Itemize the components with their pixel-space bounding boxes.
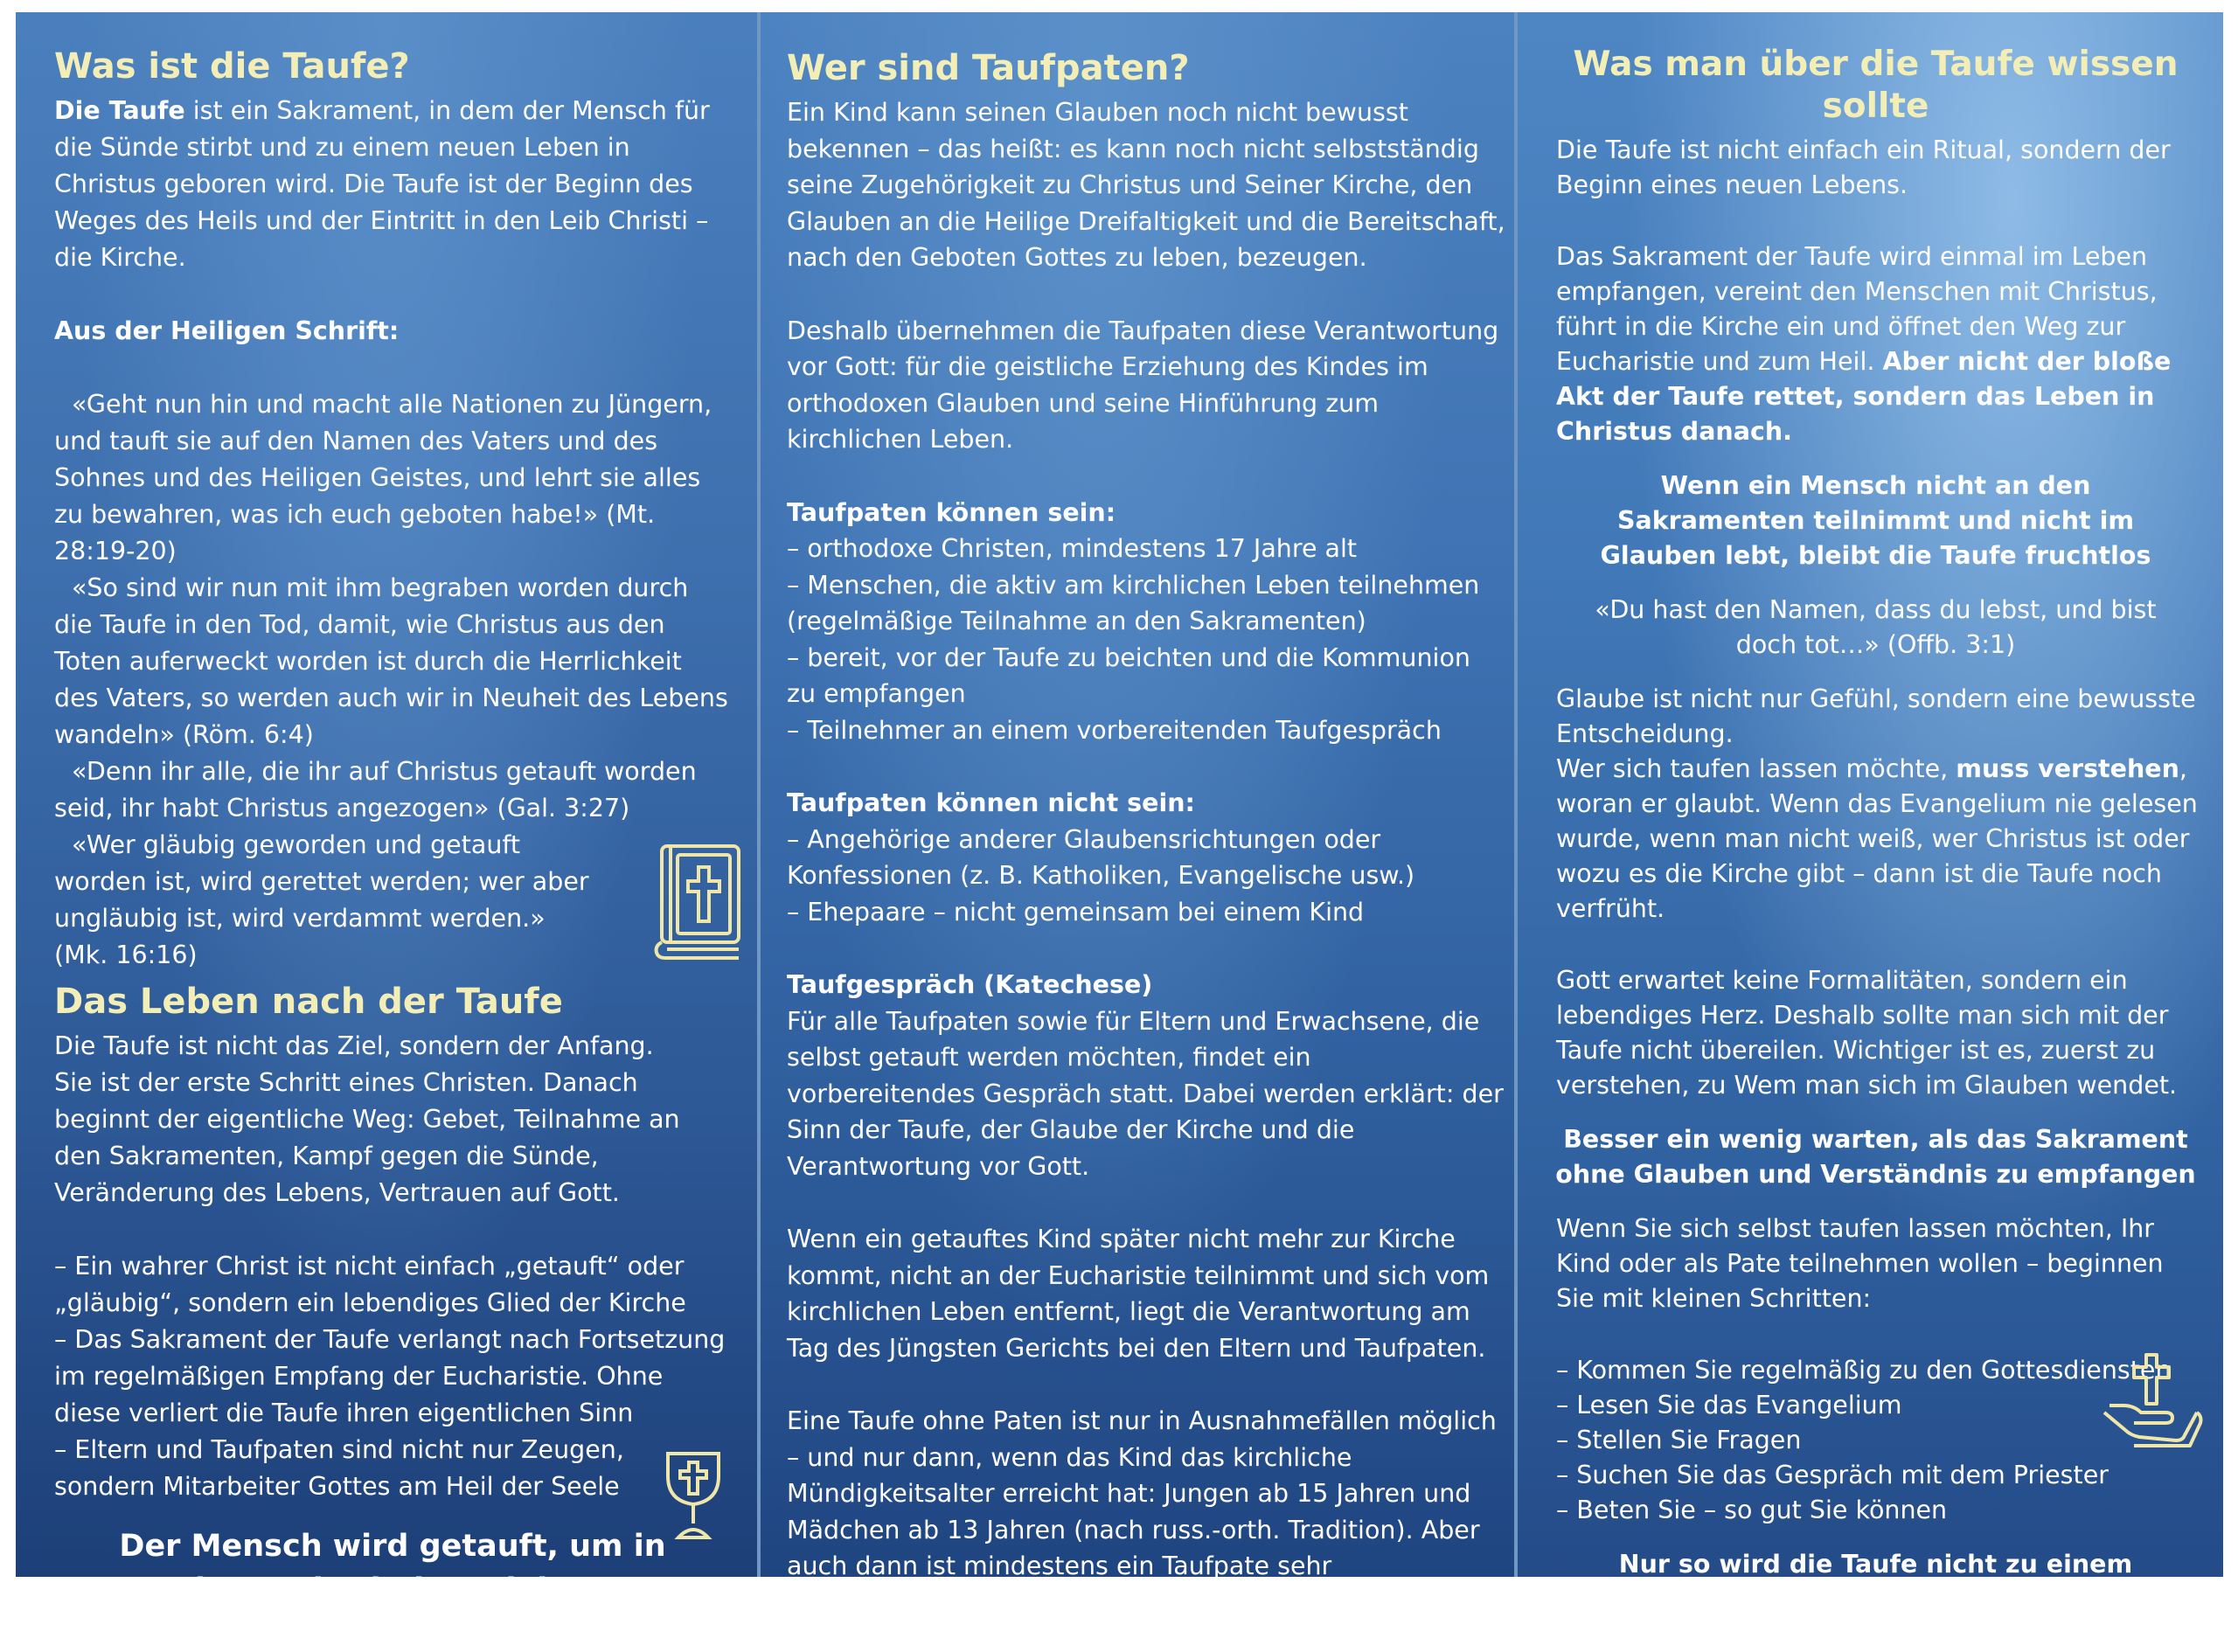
- right-paragraph-2: [1544, 239, 2207, 449]
- hand-cross-icon: [2099, 1350, 2208, 1459]
- panel-right: [1518, 12, 2223, 1649]
- middle-paragraph-2: Deshalb übernehmen die Taufpaten diese Verantwortung vor Gott: für die geistliche Erziehung des Kindes im orthodoxen Glauben und seine Hinführung zum kirchlichen Leben.: [787, 316, 1499, 454]
- can-heading: Taufpaten können sein:: [787, 497, 1116, 527]
- right-paragraph-2-bold: Aber nicht der bloße Akt der Taufe rettet, sondern das Leben in Christus danach.: [1556, 347, 2172, 446]
- middle-title: Wer sind Taufpaten?: [787, 48, 1190, 88]
- life-title: Das Leben nach der Taufe: [54, 982, 563, 1022]
- can-list-item: – bereit, vor der Taufe zu beichten und die Kommunion zu empfangen: [787, 642, 1470, 708]
- life-list-item: – Das Sakrament der Taufe verlangt nach Fortsetzung im regelmäßigen Empfang der Eucharistie. Ohne diese verliert die Taufe ihren eigentlichen Sinn: [54, 1325, 726, 1427]
- intro-bold: Die Taufe: [54, 96, 185, 125]
- life-paragraph-2: Sie ist der erste Schritt eines Christen. Danach beginnt der eigentliche Weg: Gebet, Teilnahme an den Sakramenten, Kampf gegen die Sünde, Veränderung des Lebens, Vertrauen auf Gott.: [54, 1068, 680, 1207]
- intro-paragraph: [54, 93, 731, 276]
- right-paragraph-4-bold: muss verstehen: [1956, 754, 2179, 783]
- right-paragraph-6: Wenn Sie sich selbst taufen lassen möchten, Ihr Kind oder als Pate teilnehmen wollen – beginnen Sie mit kleinen Schritten:: [1556, 1214, 2164, 1313]
- catechesis-heading: Taufgespräch (Katechese): [787, 970, 1153, 999]
- right-paragraph-2-plain: Das Sakrament der Taufe wird einmal im Leben empfangen, vereint den Menschen mit Christus, führt in die Kirche ein und öffnet den Weg zur Eucharistie und zum Heil.: [1556, 242, 2158, 376]
- right-paragraph-4-a: Wer sich taufen lassen möchte,: [1556, 754, 1957, 783]
- can-list-item: – Teilnehmer an einem vorbereitenden Taufgespräch: [787, 715, 1442, 745]
- bible-cross-icon: [650, 843, 746, 961]
- life-paragraph-1: Die Taufe ist nicht das Ziel, sondern der Anfang.: [54, 1031, 654, 1060]
- right-paragraph-4-b: , woran er glaubt. Wenn das Evangelium nie gelesen wurde, wenn man nicht weiß, wer Christus ist oder wozu es die Kirche gibt – dann ist die Taufe noch verfrüht.: [1556, 754, 2198, 923]
- middle-paragraph-4: Eine Taufe ohne Paten ist nur in Ausnahmefällen möglich – und nur dann, wenn das Kind das kirchliche Mündigkeitsalter erreicht hat: Jungen ab 15 Jahren und Mädchen ab 13 Jahren (nach russ.-orth. Tradition). Aber auch dann ist mindestens ein Taufpate sehr wünschenswert.: [787, 1406, 1497, 1617]
- left-closing: Der Mensch wird getauft, um in der Eucharistie zu leben: [119, 1529, 666, 1607]
- cannot-list-item: – Angehörige anderer Glaubensrichtungen oder Konfessionen (z. B. Katholiken, Evangelische usw.): [787, 824, 1415, 890]
- scripture-heading: Aus der Heiligen Schrift:: [54, 316, 400, 345]
- can-list-item: – orthodoxe Christen, mindestens 17 Jahre alt: [787, 534, 1358, 563]
- step-item: – Beten Sie – so gut Sie können: [1556, 1496, 1948, 1524]
- panel-middle: [761, 12, 1514, 1617]
- middle-paragraph-1: Ein Kind kann seinen Glauben noch nicht bewusst bekennen – das heißt: es kann noch nicht selbstständig seine Zugehörigkeit zu Christus und Seiner Kirche, den Glauben an die Heilige Dreifaltigkeit und die Bereitschaft, nach den Geboten Gottes zu leben, bezeugen.: [787, 98, 1505, 272]
- right-paragraph-3: Glaube ist nicht nur Gefühl, sondern eine bewusste Entscheidung.: [1556, 684, 2196, 748]
- right-paragraph-4: [1544, 752, 2207, 927]
- right-paragraph-5: Gott erwartet keine Formalitäten, sondern ein lebendiges Herz. Deshalb sollte man sich mit der Taufe nicht übereilen. Wichtiger ist es, zuerst zu verstehen, zu Wem man sich im Glauben wendet.: [1556, 966, 2178, 1100]
- panel-left: [16, 12, 757, 1607]
- catechesis-text: Für alle Taufpaten sowie für Eltern und Erwachsene, die selbst getauft werden möchten, findet ein vorbereitendes Gespräch statt. Dabei werden erklärt: der Sinn der Taufe, der Glaube der Kirche und die Verantwortung vor Gott.: [787, 1006, 1504, 1181]
- scripture-quote: «Wer gläubig geworden und getauft worden ist, wird gerettet werden; wer aber ungläubig ist, wird verdammt werden.» (Mk. 16:16): [54, 830, 589, 969]
- scripture-quote: «Geht nun hin und macht alle Nationen zu Jüngern, und tauft sie auf den Namen des Vaters und des Sohnes und des Heiligen Geistes, und lehrt sie alles zu bewahren, was ich euch geboten habe!» (Mt. 28:19-20): [54, 390, 712, 566]
- life-list-item: – Eltern und Taufpaten sind nicht nur Zeugen, sondern Mitarbeiter Gottes am Heil der Seele: [54, 1435, 624, 1501]
- scripture-quote: «So sind wir nun mit ihm begraben worden durch die Taufe in den Tod, damit, wie Christus aus den Toten auferweckt worden ist durch die Herrlichkeit des Vaters, so werden auch wir in Neuheit des Lebens wandeln» (Röm. 6:4): [54, 573, 728, 749]
- step-item: – Stellen Sie Fragen: [1556, 1426, 1802, 1454]
- step-item: – Lesen Sie das Evangelium: [1556, 1391, 1902, 1419]
- chalice-icon: [663, 1450, 724, 1542]
- left-title: Was ist die Taufe?: [54, 46, 410, 87]
- middle-paragraph-3: Wenn ein getauftes Kind später nicht mehr zur Kirche kommt, nicht an der Eucharistie teilnimmt und sich vom kirchlichen Leben entfernt, liegt die Verantwortung am Tag des Jüngsten Gerichts bei den Eltern und Taufpaten.: [787, 1225, 1490, 1363]
- cannot-heading: Taufpaten können nicht sein:: [787, 788, 1195, 817]
- life-list-item: – Ein wahrer Christ ist nicht einfach „getauft“ oder „gläubig“, sondern ein lebendiges Glied der Kirche: [54, 1252, 686, 1317]
- intro-rest: ist ein Sakrament, in dem der Mensch für die Sünde stirbt und zu einem neuen Leben in Christus geboren wird. Die Taufe ist der Beginn des Weges des Heils und der Eintritt in den Leib Christi – die Kirche.: [54, 96, 710, 272]
- cannot-list-item: – Ehepaare – nicht gemeinsam bei einem Kind: [787, 897, 1365, 927]
- right-paragraph-1: Die Taufe ist nicht einfach ein Ritual, sondern der Beginn eines neuen Lebens.: [1556, 135, 2171, 199]
- leaflet-sheet: [16, 12, 2223, 1649]
- step-item: – Suchen Sie das Gespräch mit dem Priester: [1556, 1461, 2109, 1489]
- right-closing: Nur so wird die Taufe nicht zu einem Ritual, sondern zur wahren Geburt von oben: [1602, 1550, 2150, 1649]
- right-title: Was man über die Taufe wissen sollte: [1573, 45, 2179, 126]
- step-item: – Kommen Sie regelmäßig zu den Gottesdiensten: [1556, 1356, 2172, 1385]
- right-quote: «Du hast den Namen, dass du lebst, und bist doch tot…» (Offb. 3:1): [1595, 595, 2157, 659]
- right-emphasis-1: Wenn ein Mensch nicht an den Sakramenten teilnimmt und nicht im Glauben lebt, bleibt die Taufe fruchtlos: [1600, 471, 2151, 570]
- can-list-item: – Menschen, die aktiv am kirchlichen Leben teilnehmen (regelmäßige Teilnahme an den Sakramenten): [787, 570, 1480, 635]
- right-emphasis-2: Besser ein wenig warten, als das Sakrament ohne Glauben und Verständnis zu empfangen: [1555, 1125, 2196, 1189]
- scripture-quote: «Denn ihr alle, die ihr auf Christus getauft worden seid, ihr habt Christus angezogen» (Gal. 3:27): [54, 757, 697, 823]
